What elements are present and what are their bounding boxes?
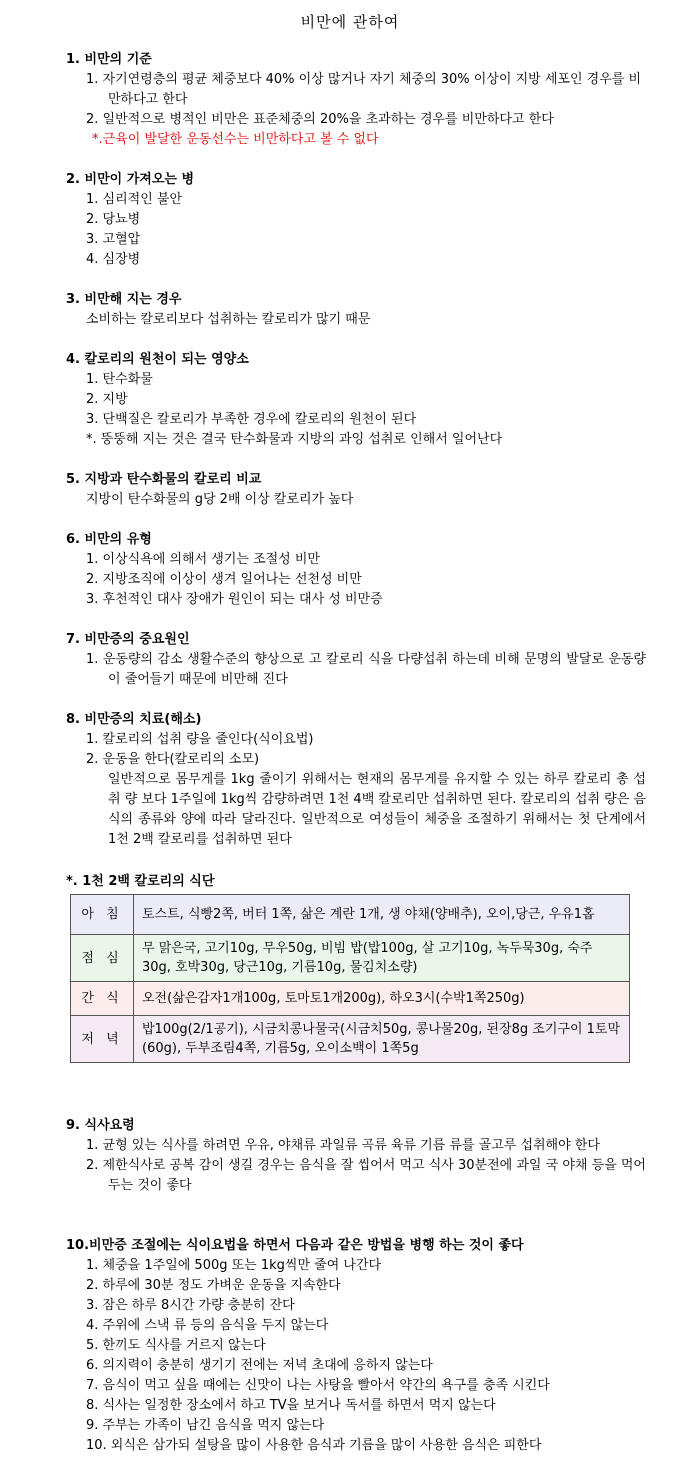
meal-menu: 밥100g(2/1공기), 시금치콩나물국(시금치50g, 콩나물20g, 된장8g 조기구이 1토막(60g), 두부조림4쪽, 기름5g, 오이소백이 1쪽5g bbox=[134, 1016, 630, 1063]
section-5-text: 지방이 탄수화물의 g당 2배 이상 칼로리가 높다 bbox=[86, 492, 354, 507]
section-4-heading: 4. 칼로리의 원천이 되는 영양소 bbox=[66, 352, 249, 367]
section-10-heading: 10.비만증 조절에는 식이요법을 하면서 다음과 같은 방법을 병행 하는 것이 좋다 bbox=[66, 1238, 524, 1253]
list-item: 7. 음식이 먹고 싶을 때에는 신맛이 나는 사탕을 빨아서 약간의 욕구를 충족 시킨다 bbox=[86, 1378, 550, 1393]
list-item: 1. 칼로리의 섭취 량을 줄인다(식이요법) bbox=[86, 732, 314, 747]
section-5 bbox=[66, 470, 646, 510]
list-item: 3. 잠은 하루 8시간 가량 충분히 잔다 bbox=[86, 1298, 295, 1313]
section-3-heading: 3. 비만해 지는 경우 bbox=[66, 292, 182, 307]
diet-heading: *. 1천 2백 칼로리의 식단 bbox=[66, 874, 215, 889]
section-1-heading: 1. 비만의 기준 bbox=[66, 52, 152, 67]
list-item: 4. 심장병 bbox=[86, 252, 141, 267]
list-item: 1. 자기연령층의 평균 체중보다 40% 이상 많거나 자기 체중의 30% 이상이 지방 세포인 경우를 비만하다고 한다 bbox=[86, 72, 642, 107]
list-item: 2. 지방조직에 이상이 생겨 일어나는 선천성 비만 bbox=[86, 572, 362, 587]
meal-menu: 토스트, 식빵2쪽, 버터 1쪽, 삶은 계란 1개, 생 야채(양배추), 오이,당근, 우유1홉 bbox=[134, 895, 630, 935]
table-row bbox=[71, 895, 630, 935]
section-4-note: *. 뚱뚱해 지는 것은 결국 탄수화물과 지방의 과잉 섭취로 인해서 일어난다 bbox=[86, 432, 503, 447]
list-item: 2. 하루에 30분 정도 가벼운 운동을 지속한다 bbox=[86, 1278, 341, 1293]
section-2 bbox=[66, 170, 646, 270]
section-3-text: 소비하는 칼로리보다 섭취하는 칼로리가 많기 때문 bbox=[86, 312, 371, 327]
list-item: 5. 한끼도 식사를 거르지 않는다 bbox=[86, 1338, 266, 1353]
list-item: 2. 일반적으로 병적인 비만은 표준체중의 20%을 초과하는 경우를 비만하다고 한다 bbox=[86, 112, 554, 127]
list-item: 1. 탄수화물 bbox=[86, 372, 153, 387]
list-item: 3. 고혈압 bbox=[86, 232, 141, 247]
table-row bbox=[71, 935, 630, 982]
section-6-heading: 6. 비만의 유형 bbox=[66, 532, 152, 547]
meal-name: 아 침 bbox=[71, 895, 134, 935]
section-6 bbox=[66, 530, 646, 610]
section-2-heading: 2. 비만이 가져오는 병 bbox=[66, 172, 195, 187]
section-7-heading: 7. 비만증의 중요원인 bbox=[66, 632, 190, 647]
table-row bbox=[71, 1016, 630, 1063]
list-item: 1. 체중을 1주일에 500g 또는 1kg씩만 줄여 나간다 bbox=[86, 1258, 382, 1273]
list-item: 1. 균형 있는 식사를 하려면 우유, 야채류 과일류 곡류 육류 기름 류를 골고루 섭취해야 한다 bbox=[86, 1138, 600, 1153]
list-item: 2. 제한식사로 공복 감이 생길 경우는 음식을 잘 씹어서 먹고 식사 30분전에 과일 국 야채 등을 먹어두는 것이 좋다 bbox=[86, 1158, 646, 1193]
section-9 bbox=[66, 1116, 646, 1196]
list-item: 3. 후천적인 대사 장애가 원인이 되는 대사 성 비만증 bbox=[86, 592, 383, 607]
section-4 bbox=[66, 350, 646, 450]
note-red: *.근육이 발달한 운동선수는 비만하다고 볼 수 없다 bbox=[92, 132, 379, 147]
meal-name: 점 심 bbox=[71, 935, 134, 982]
section-10 bbox=[66, 1236, 646, 1456]
list-item: 2. 당뇨병 bbox=[86, 212, 141, 227]
section-9-heading: 9. 식사요령 bbox=[66, 1118, 135, 1133]
section-8-heading: 8. 비만증의 치료(해소) bbox=[66, 712, 202, 727]
meal-name: 저 녁 bbox=[71, 1016, 134, 1063]
section-8-paragraph: 일반적으로 몸무게를 1kg 줄이기 위해서는 현재의 몸무게를 유지할 수 있는 하루 칼로리 총 섭취 량 보다 1주일에 1kg씩 감량하려면 1천 4백 칼로리만 섭취하면 된다. 칼로리의 섭취 량은 음식의 종류와 양에 따라 달라진다. 일반적으로 여성들이 체중을 조절하기 위해서는 첫 단계에서 1천 2백 칼로리를 섭취하면 된다 bbox=[108, 772, 646, 847]
list-item: 8. 식사는 일정한 장소에서 하고 TV을 보거나 독서를 하면서 먹지 않는다 bbox=[86, 1398, 496, 1413]
section-7 bbox=[66, 630, 646, 690]
list-item: 9. 주부는 가족이 남긴 음식을 먹지 않는다 bbox=[86, 1418, 325, 1433]
page-title: 비만에 관하여 bbox=[300, 13, 400, 31]
diet-table bbox=[70, 894, 630, 1063]
list-item: 1. 운동량의 감소 생활수준의 향상으로 고 칼로리 식을 다량섭취 하는데 비해 문명의 발달로 운동량이 줄어들기 때문에 비만해 진다 bbox=[86, 652, 646, 687]
list-item: 6. 의지력이 충분히 생기기 전에는 저녁 초대에 응하지 않는다 bbox=[86, 1358, 433, 1373]
table-row bbox=[71, 982, 630, 1016]
meal-menu: 무 맑은국, 고기10g, 무우50g, 비빔 밥(밥100g, 살 고기10g, 녹두묵30g, 숙주30g, 호박30g, 당근10g, 기름10g, 물김치소량) bbox=[134, 935, 630, 982]
list-item: 2. 지방 bbox=[86, 392, 128, 407]
list-item: 4. 주위에 스낵 류 등의 음식을 두지 않는다 bbox=[86, 1318, 329, 1333]
section-5-heading: 5. 지방과 탄수화물의 칼로리 비교 bbox=[66, 472, 262, 487]
list-item: 3. 단백질은 칼로리가 부족한 경우에 칼로리의 원천이 된다 bbox=[86, 412, 417, 427]
list-item: 10. 외식은 삼가되 설탕을 많이 사용한 음식과 기름을 많이 사용한 음식은 피한다 bbox=[86, 1438, 542, 1453]
list-item: 1. 심리적인 불안 bbox=[86, 192, 183, 207]
section-1 bbox=[66, 50, 646, 150]
meal-name: 간 식 bbox=[71, 982, 134, 1016]
list-item: 1. 이상식욕에 의해서 생기는 조절성 비만 bbox=[86, 552, 320, 567]
meal-menu: 오전(삶은감자1개100g, 토마토1개200g), 하오3시(수박1쪽250g) bbox=[134, 982, 630, 1016]
section-8 bbox=[66, 710, 646, 850]
section-3 bbox=[66, 290, 646, 330]
list-item: 2. 운동을 한다(칼로리의 소모) bbox=[86, 752, 260, 767]
